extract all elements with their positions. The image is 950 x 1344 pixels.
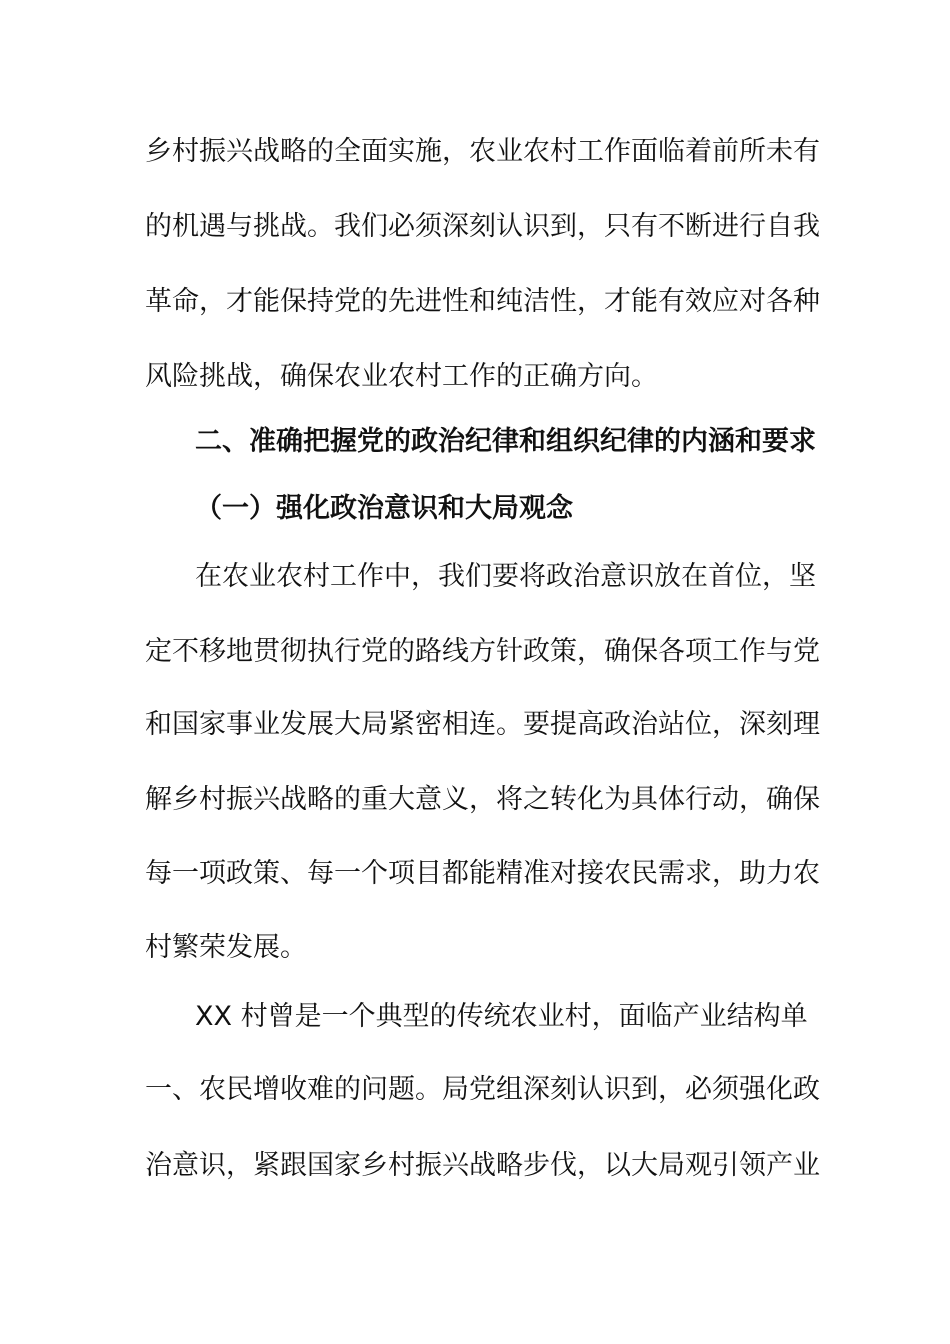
paragraph-line: XX 村曾是一个典型的传统农业村，面临产业结构单 <box>195 1001 808 1032</box>
paragraph-line: 和国家事业发展大局紧密相连。要提高政治站位，深刻理 <box>145 709 820 740</box>
paragraph-line: 的机遇与挑战。我们必须深刻认识到，只有不断进行自我 <box>145 211 820 242</box>
subsection-heading: （一）强化政治意识和大局观念 <box>195 493 573 524</box>
paragraph-line: 定不移地贯彻执行党的路线方针政策，确保各项工作与党 <box>145 636 820 667</box>
paragraph-line: 村繁荣发展。 <box>145 932 307 963</box>
paragraph-line: 每一项政策、每一个项目都能精准对接农民需求，助力农 <box>145 858 820 889</box>
section-heading: 二、准确把握党的政治纪律和组织纪律的内涵和要求 <box>195 426 816 457</box>
paragraph-line: 治意识，紧跟国家乡村振兴战略步伐，以大局观引领产业 <box>145 1150 820 1181</box>
paragraph-line: 在农业农村工作中，我们要将政治意识放在首位，坚 <box>195 561 816 592</box>
paragraph-line: 一、农民增收难的问题。局党组深刻认识到，必须强化政 <box>145 1074 820 1105</box>
paragraph-line: 革命，才能保持党的先进性和纯洁性，才能有效应对各种 <box>145 286 820 317</box>
paragraph-line: 风险挑战，确保农业农村工作的正确方向。 <box>145 361 658 392</box>
paragraph-line: 乡村振兴战略的全面实施，农业农村工作面临着前所未有 <box>145 136 820 167</box>
paragraph-line: 解乡村振兴战略的重大意义，将之转化为具体行动，确保 <box>145 784 820 815</box>
